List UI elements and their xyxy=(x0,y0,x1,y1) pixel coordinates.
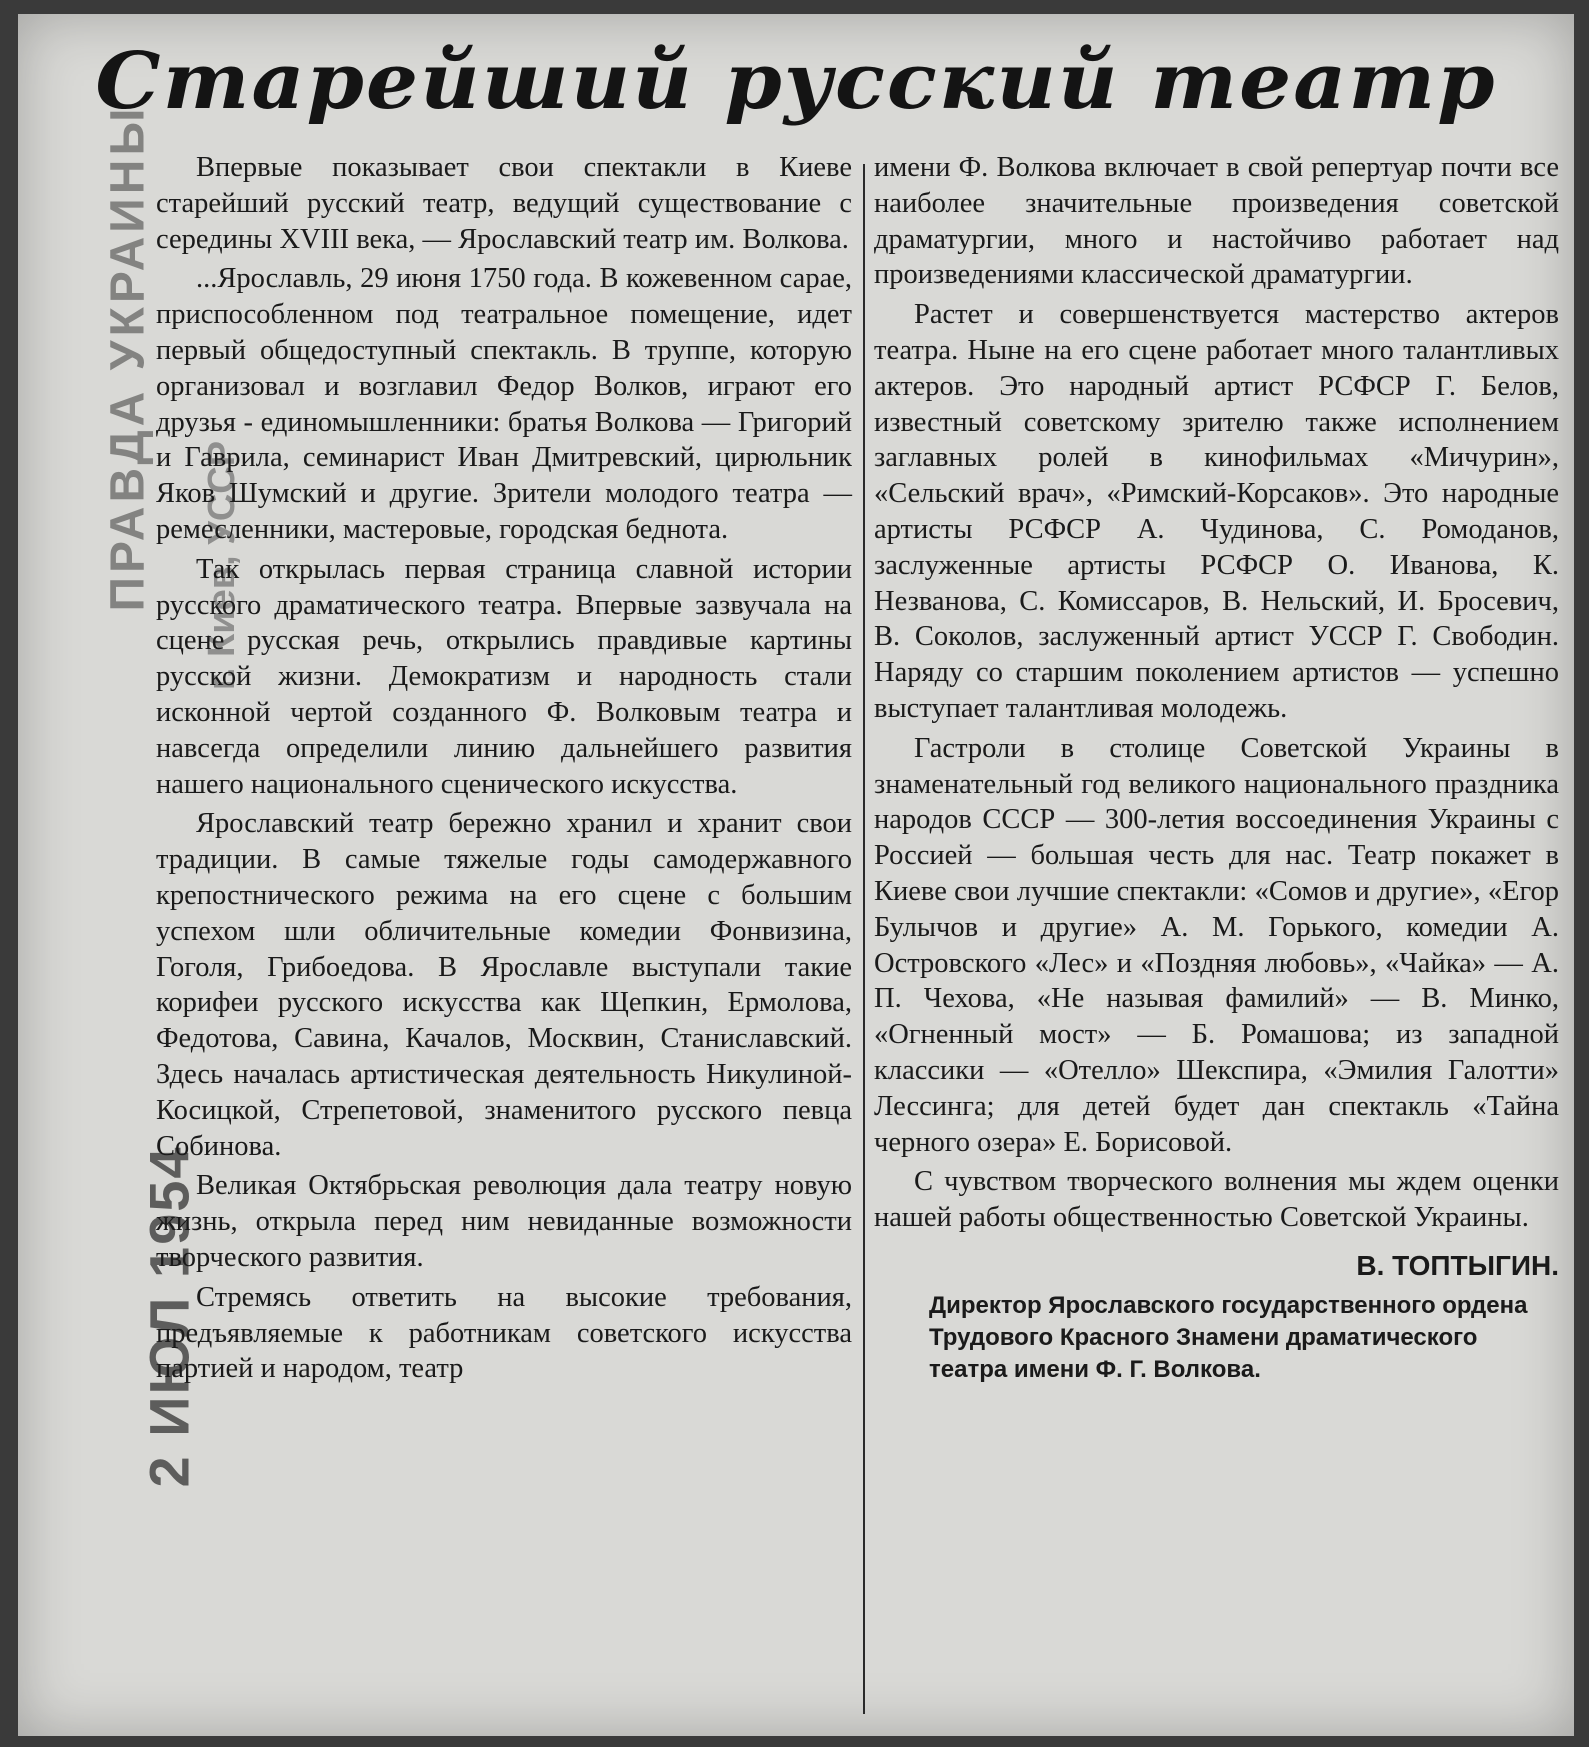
newspaper-clipping xyxy=(18,14,1574,1736)
paragraph: Стремясь ответить на высокие требования, предъявляемые к работникам советского искусства партией и народом, театр xyxy=(156,1281,852,1385)
stamp-newspaper-name: ПРАВДА УКРАИНЫ xyxy=(101,104,155,612)
article-title: Старейший русский театр xyxy=(95,36,1497,127)
stamp-city: г. Киев, УССР xyxy=(201,440,244,691)
paragraph: Великая Октябрьская революция дала театру новую жизнь, открыла перед ним невиданные возможности творческого развития. xyxy=(156,1170,852,1273)
stamp-date: 2 ИЮЛ 1954 xyxy=(137,1145,201,1488)
author-title: Директор Ярославского государственного ордена Трудового Красного Знамени драматического театра имени Ф. Г. Волкова. xyxy=(929,1291,1528,1383)
author-name: В. ТОПТЫГИН. xyxy=(1356,1249,1559,1281)
column-divider xyxy=(863,164,865,1714)
paragraph: имени Ф. Волкова включает в свой репертуар почти все наиболее значительные произведения советской драматургии, много и настойчиво работает над произведениями классической драматургии. xyxy=(874,152,1559,291)
archive-stamp xyxy=(78,104,244,1488)
paragraph: Ярославский театр бережно хранил и хранит свои традиции. В самые тяжелые годы самодержавного крепостнического режима на его сцене с большим успехом шли обличительные комедии Фонвизина, Гоголя, Грибоедова. В Ярославле выступали такие корифеи русского искусства как Щепкин, Ермолова, Федотова, Савина, Качалов, Москвин, Станиславский. Здесь началась артистическая деятельность Никулиной-Косицкой, Стрепетовой, знаменитого русского певца Собинова. xyxy=(156,808,852,1162)
paragraph: Гастроли в столице Советской Украины в знаменательный год великого национального праздника народов СССР — 300-летия воссоединения Украины с Россией — большая честь для нас. Театр покажет в Киеве свои лучшие спектакли: «Сомов и другие», «Егор Булычов и другие» А. М. Горького, комедии А. Островского «Лес» и «Поздняя любовь», «Чайка» — А. П. Чехова, «Не называя фамилий» — В. Минко, «Огненный мост» — Б. Ромашова; из западной классики — «Отелло» Шекспира, «Эмилия Галотти» Лессинга; для детей будет дан спектакль «Тайна черного озера» Е. Борисовой. xyxy=(874,732,1559,1158)
paragraph: ...Ярославль, 29 июня 1750 года. В кожевенном сарае, приспособленном под театральное помещение, идет первый общедоступный спектакль. В труппе, которую организовал и возглавил Федор Волков, играют его друзья - единомышленники: братья Волкова — Григорий и Гаврила, семинарист Иван Дмитревский, цирюльник Яков Шумский и другие. Зрители молодого театра — ремесленники, мастеровые, городская беднота. xyxy=(156,263,852,545)
paragraph: Впервые показывает свои спектакли в Киеве старейший русский театр, ведущий существование с середины XVIII века, — Ярославский театр им. Волкова. xyxy=(156,152,852,255)
article-right-column xyxy=(874,150,1559,1386)
paragraph: Так открылась первая страница славной истории русского драматического театра. Впервые зазвучала на сцене русская речь, открылись правдивые картины русской жизни. Демократизм и народность стали исконной чертой созданного Ф. Волковым театра и навсегда определили линию дальнейшего развития нашего национального сценического искусства. xyxy=(156,553,852,800)
article-left-column xyxy=(156,150,852,1391)
paragraph: С чувством творческого волнения мы ждем оценки нашей работы общественностью Советской Украины. xyxy=(874,1166,1559,1234)
paragraph: Растет и совершенствуется мастерство актеров театра. Ныне на его сцене работает много талантливых актеров. Это народный артист РСФСР Г. Белов, известный советскому зрителю также исполнением заглавных ролей в кинофильмах «Мичурин», «Сельский врач», «Римский-Корсаков». Это народные артисты РСФСР А. Чудинова, С. Ромоданов, заслуженные артисты РСФСР О. Иванова, К. Незванова, С. Комиссаров, В. Нельский, И. Бросевич, В. Соколов, заслуженный артист УССР Г. Свободин. Наряду со старшим поколением артистов — успешно выступает талантливая молодежь. xyxy=(874,299,1559,724)
